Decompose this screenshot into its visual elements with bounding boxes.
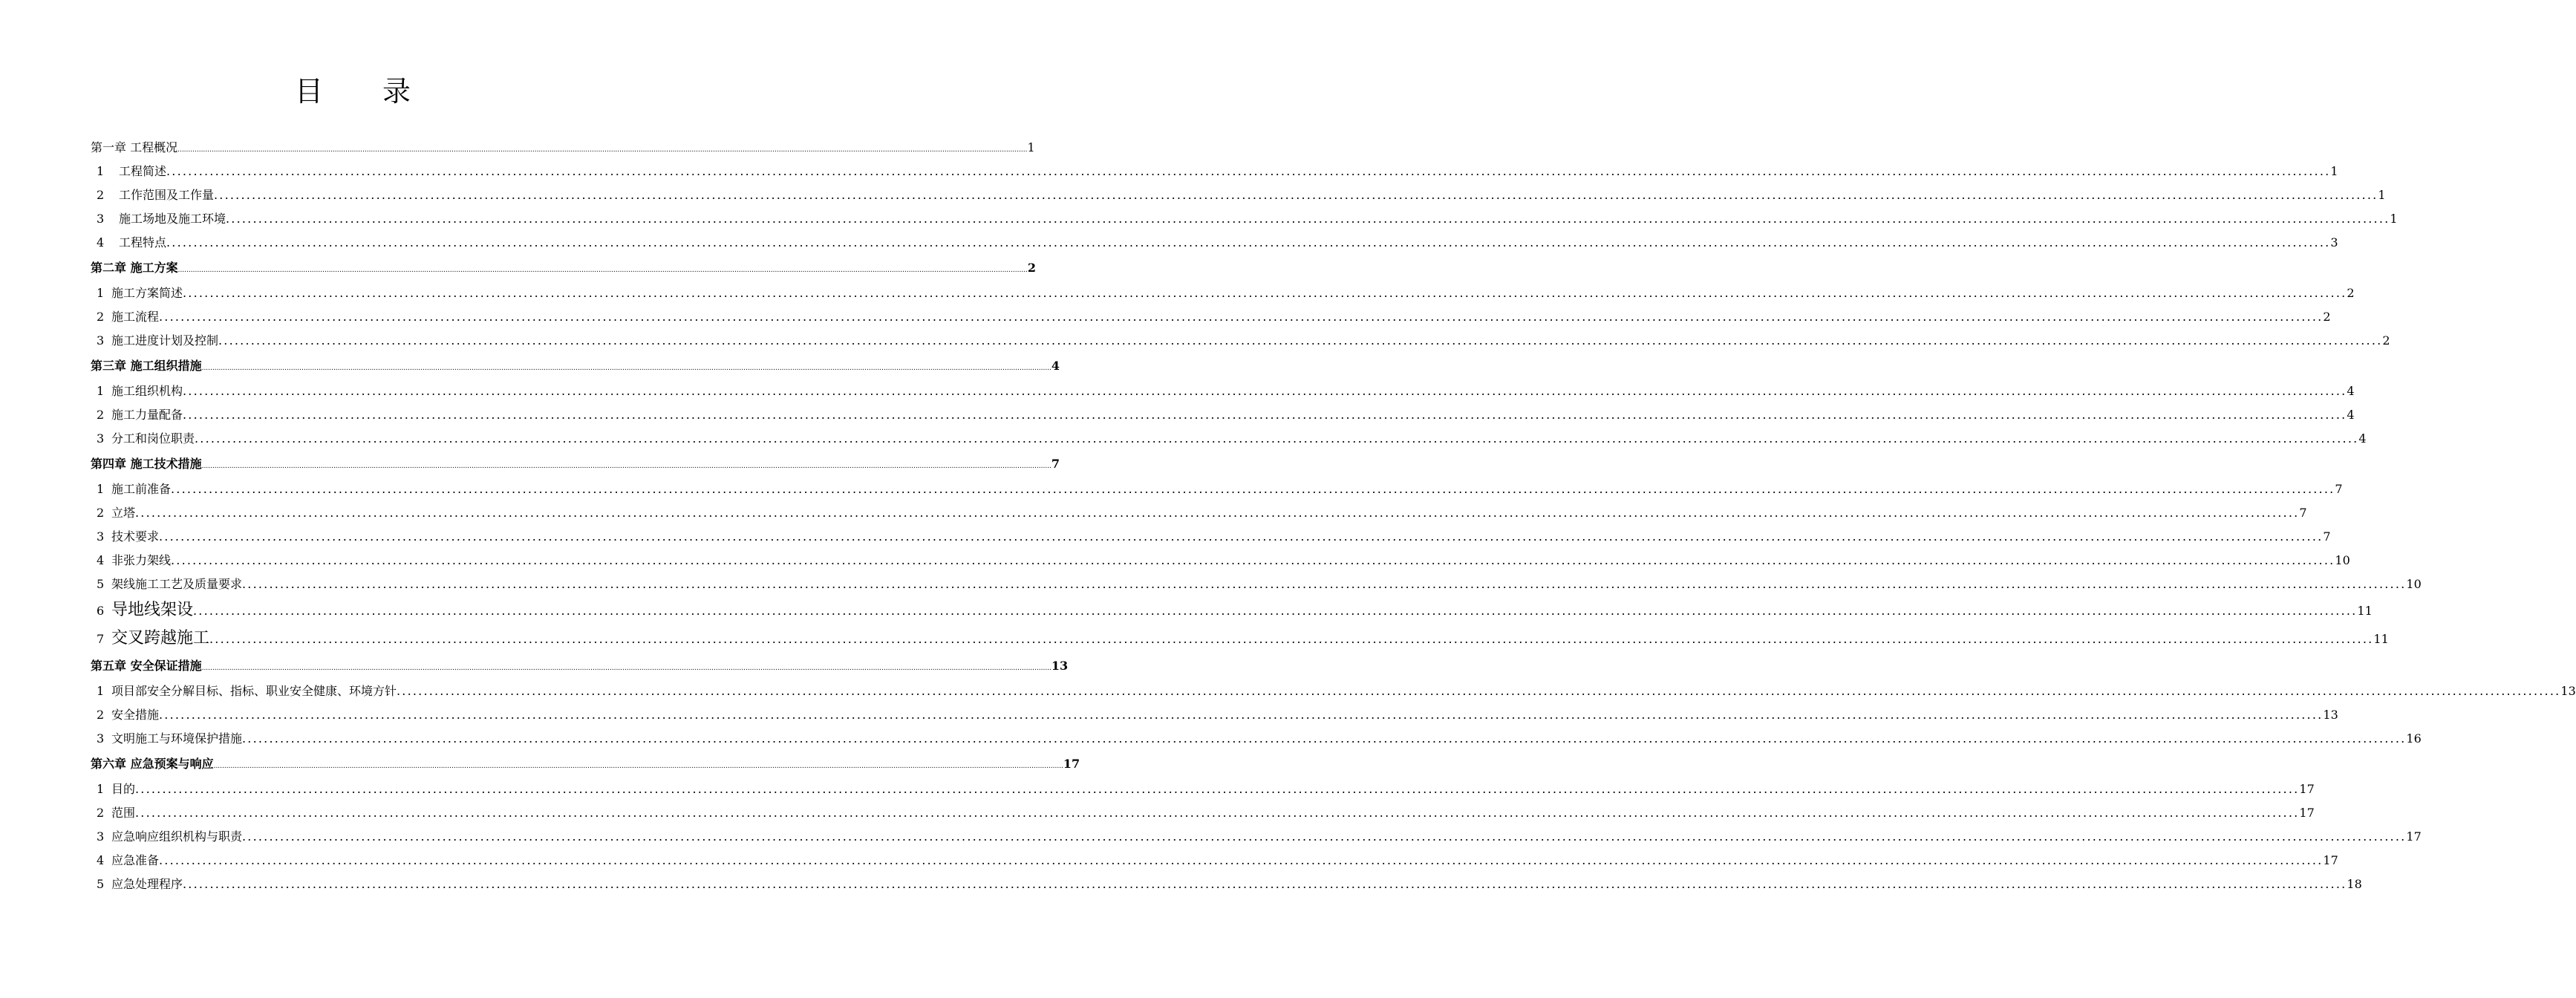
toc-section-entry[interactable] <box>91 403 2355 427</box>
dot-leader: ................................................................................................................................................................................................................................................................................................................................................................................................................ <box>397 684 2561 698</box>
toc-section-number: 3 <box>97 431 105 446</box>
toc-section-number: 1 <box>97 684 105 698</box>
toc-page-number: 17 <box>1063 757 1080 771</box>
toc-section-entry[interactable] <box>91 329 2390 353</box>
toc-page-number: 16 <box>2406 731 2422 746</box>
toc-section-label: 应急准备 <box>111 853 160 867</box>
toc-section-label: 分工和岗位职责 <box>111 431 195 446</box>
dot-leader: ................................................................................................................................................................................................................................................................................................................................................................................................................ <box>218 333 2383 348</box>
toc-section-entry[interactable] <box>91 679 2576 703</box>
toc-page-number: 4 <box>1051 359 1060 373</box>
dot-leader: ................................................................................................................................................................................................................................................................................................................................................................................................................ <box>183 877 2347 891</box>
dot-leader: ................................................................................................................................................................................................................................................................................................................................................................................................................ <box>183 408 2347 422</box>
toc-section-number: 2 <box>97 506 105 520</box>
dot-leader: ................................................................................................................................................................................................................................................................................................................................................................................................................ <box>201 665 1051 672</box>
dot-leader: ................................................................................................................................................................................................................................................................................................................................................................................................................ <box>242 829 2407 844</box>
toc-section-number: 6 <box>97 604 105 618</box>
toc-section-entry[interactable] <box>91 573 2422 596</box>
toc-page-number: 2 <box>1027 261 1037 275</box>
dot-leader: ................................................................................................................................................................................................................................................................................................................................................................................................................ <box>135 782 2300 796</box>
toc-section-number: 2 <box>97 708 105 722</box>
toc-section-label: 交叉跨越施工 <box>111 629 210 648</box>
toc-section-number: 1 <box>97 482 105 496</box>
toc-section-number: 4 <box>97 553 105 567</box>
toc-section-number: 1 <box>97 782 105 796</box>
toc-page-number: 1 <box>2390 212 2398 226</box>
toc-page-number: 10 <box>2406 577 2422 591</box>
toc-section-entry[interactable] <box>91 525 2331 549</box>
toc-section-label: 技术要求 <box>111 529 160 544</box>
toc-page-number: 2 <box>2323 310 2331 324</box>
toc-page-number: 4 <box>2347 408 2355 422</box>
dot-leader: ................................................................................................................................................................................................................................................................................................................................................................................................................ <box>171 553 2335 567</box>
dot-leader: ................................................................................................................................................................................................................................................................................................................................................................................................................ <box>201 463 1051 470</box>
toc-section-label: 施工场地及施工环境 <box>119 212 226 226</box>
toc-section-number: 4 <box>97 235 105 250</box>
toc-section-entry[interactable] <box>91 624 2389 653</box>
toc-section-entry[interactable] <box>91 477 2343 501</box>
toc-page-number: 4 <box>2358 431 2367 446</box>
toc-section-number: 7 <box>97 632 105 646</box>
toc-section-number: 5 <box>97 877 105 891</box>
toc-section-number: 3 <box>97 731 105 746</box>
dot-leader: ................................................................................................................................................................................................................................................................................................................................................................................................................ <box>159 529 2324 544</box>
toc-section-label: 立塔 <box>111 506 136 520</box>
toc-section-entry[interactable] <box>91 596 2373 624</box>
toc-section-label: 项目部安全分解目标、指标、职业安全健康、环境方针 <box>111 684 397 698</box>
dot-leader: ................................................................................................................................................................................................................................................................................................................................................................................................................ <box>177 146 1028 154</box>
dot-leader: ................................................................................................................................................................................................................................................................................................................................................................................................................ <box>183 384 2347 398</box>
toc-page-number: 7 <box>2299 506 2307 520</box>
toc-section-entry[interactable] <box>91 501 2307 525</box>
toc-section-label: 施工力量配备 <box>111 408 183 422</box>
toc-section-label: 架线施工工艺及质量要求 <box>111 577 243 591</box>
toc-section-label: 非张力架线 <box>111 553 172 567</box>
toc-chapter-entry[interactable] <box>91 451 1060 477</box>
toc-section-number: 2 <box>97 188 105 202</box>
toc-section-entry[interactable] <box>91 281 2355 305</box>
toc-section-label: 施工组织机构 <box>111 384 183 398</box>
toc-section-entry[interactable] <box>91 379 2355 403</box>
toc-section-entry[interactable] <box>91 727 2422 751</box>
toc-section-number: 2 <box>97 806 105 820</box>
toc-page-number: 18 <box>2347 877 2362 891</box>
toc-chapter-title: 第六章 应急预案与响应 <box>91 757 214 771</box>
toc-chapter-title: 第四章 施工技术措施 <box>91 457 202 471</box>
toc-section-entry[interactable] <box>91 825 2422 849</box>
toc-page-number: 13 <box>2323 708 2338 722</box>
dot-leader: ................................................................................................................................................................................................................................................................................................................................................................................................................ <box>135 506 2300 520</box>
toc-section-label: 导地线架设 <box>111 601 194 619</box>
toc-chapter-entry[interactable] <box>91 135 1035 160</box>
dot-leader: ................................................................................................................................................................................................................................................................................................................................................................................................................ <box>209 632 2374 646</box>
toc-section-entry[interactable] <box>91 305 2331 329</box>
dot-leader: ................................................................................................................................................................................................................................................................................................................................................................................................................ <box>193 604 2358 618</box>
dot-leader: ................................................................................................................................................................................................................................................................................................................................................................................................................ <box>242 577 2407 591</box>
toc-page-number: 11 <box>2373 632 2389 646</box>
toc-section-label: 安全措施 <box>111 708 160 722</box>
toc-page-number: 2 <box>2382 333 2390 348</box>
dot-leader: ................................................................................................................................................................................................................................................................................................................................................................................................................ <box>166 235 2331 250</box>
toc-chapter-title: 第二章 施工方案 <box>91 261 178 275</box>
toc-page-number: 1 <box>2330 164 2338 178</box>
toc-page-number: 1 <box>1027 140 1035 154</box>
dot-leader: ................................................................................................................................................................................................................................................................................................................................................................................................................ <box>242 731 2407 746</box>
dot-leader: ................................................................................................................................................................................................................................................................................................................................................................................................................ <box>213 763 1063 770</box>
dot-leader: ................................................................................................................................................................................................................................................................................................................................................................................................................ <box>226 212 2390 226</box>
toc-section-label: 施工方案简述 <box>111 286 183 300</box>
toc-section-number: 5 <box>97 577 105 591</box>
toc-chapter-entry[interactable] <box>91 255 1037 281</box>
toc-section-entry[interactable] <box>91 183 2386 207</box>
toc-section-label: 工程特点 <box>119 235 167 250</box>
toc-section-number: 1 <box>97 286 105 300</box>
toc-section-number: 3 <box>97 829 105 844</box>
toc-page-number: 13 <box>2560 684 2576 698</box>
toc-page-number: 17 <box>2406 829 2422 844</box>
toc-section-number: 3 <box>97 529 105 544</box>
toc-page-number: 7 <box>2323 529 2331 544</box>
dot-leader: ................................................................................................................................................................................................................................................................................................................................................................................................................ <box>177 267 1028 274</box>
toc-section-number: 1 <box>97 384 105 398</box>
toc-section-entry[interactable] <box>91 549 2350 573</box>
dot-leader: ................................................................................................................................................................................................................................................................................................................................................................................................................ <box>214 188 2378 202</box>
toc-section-number: 3 <box>97 333 105 348</box>
toc-page-number: 13 <box>1051 659 1069 673</box>
toc-section-label: 应急处理程序 <box>111 877 183 891</box>
toc-section-entry[interactable] <box>91 231 2338 255</box>
toc-section-label: 目的 <box>111 782 136 796</box>
toc-section-label: 施工前准备 <box>111 482 172 496</box>
toc-page-number: 17 <box>2299 806 2315 820</box>
page-title <box>0 73 705 110</box>
dot-leader: ................................................................................................................................................................................................................................................................................................................................................................................................................ <box>183 286 2347 300</box>
dot-leader: ................................................................................................................................................................................................................................................................................................................................................................................................................ <box>171 482 2335 496</box>
toc-section-label: 工程简述 <box>119 164 167 178</box>
toc-section-entry[interactable] <box>91 849 2338 873</box>
toc-page-number: 17 <box>2299 782 2315 796</box>
toc-page-number: 7 <box>2335 482 2343 496</box>
toc-section-number: 1 <box>97 164 105 178</box>
toc-section-entry[interactable] <box>91 703 2338 727</box>
toc-chapter-title: 第一章 工程概况 <box>91 140 178 154</box>
toc-section-label: 施工流程 <box>111 310 160 324</box>
toc-section-entry[interactable] <box>91 873 2362 896</box>
toc-page-number: 17 <box>2323 853 2338 867</box>
toc-section-entry[interactable] <box>91 207 2398 231</box>
toc-section-entry[interactable] <box>91 427 2367 451</box>
dot-leader: ................................................................................................................................................................................................................................................................................................................................................................................................................ <box>195 431 2359 446</box>
toc-section-number: 3 <box>97 212 105 226</box>
toc-section-label: 文明施工与环境保护措施 <box>111 731 243 746</box>
toc-chapter-title: 第五章 安全保证措施 <box>91 659 202 673</box>
toc-section-label: 范围 <box>111 806 136 820</box>
title-char-right: 录 <box>382 75 411 108</box>
dot-leader: ................................................................................................................................................................................................................................................................................................................................................................................................................ <box>166 164 2331 178</box>
dot-leader: ................................................................................................................................................................................................................................................................................................................................................................................................................ <box>159 853 2324 867</box>
toc-section-entry[interactable] <box>91 801 2315 825</box>
toc-section-label: 应急响应组织机构与职责 <box>111 829 243 844</box>
dot-leader: ................................................................................................................................................................................................................................................................................................................................................................................................................ <box>159 708 2324 722</box>
toc-page-number: 4 <box>2347 384 2355 398</box>
toc-page-number: 11 <box>2357 604 2373 618</box>
dot-leader: ................................................................................................................................................................................................................................................................................................................................................................................................................ <box>201 365 1051 372</box>
toc-section-number: 4 <box>97 853 105 867</box>
toc-section-label: 施工进度计划及控制 <box>111 333 219 348</box>
table-of-contents <box>91 135 2576 896</box>
toc-chapter-entry[interactable] <box>91 653 1069 679</box>
toc-page-number: 2 <box>2347 286 2355 300</box>
toc-page-number: 7 <box>1051 457 1060 471</box>
toc-section-entry[interactable] <box>91 160 2338 183</box>
toc-chapter-entry[interactable] <box>91 353 1060 379</box>
toc-chapter-title: 第三章 施工组织措施 <box>91 359 202 373</box>
toc-section-label: 工作范围及工作量 <box>119 188 215 202</box>
dot-leader: ................................................................................................................................................................................................................................................................................................................................................................................................................ <box>159 310 2324 324</box>
toc-page-number: 10 <box>2335 553 2350 567</box>
toc-page-number: 1 <box>2378 188 2386 202</box>
toc-page-number: 3 <box>2330 235 2338 250</box>
title-char-left: 目 <box>294 75 323 108</box>
toc-section-number: 2 <box>97 408 105 422</box>
toc-section-entry[interactable] <box>91 777 2315 801</box>
toc-section-number: 2 <box>97 310 105 324</box>
toc-chapter-entry[interactable] <box>91 751 1080 777</box>
dot-leader: ................................................................................................................................................................................................................................................................................................................................................................................................................ <box>135 806 2300 820</box>
